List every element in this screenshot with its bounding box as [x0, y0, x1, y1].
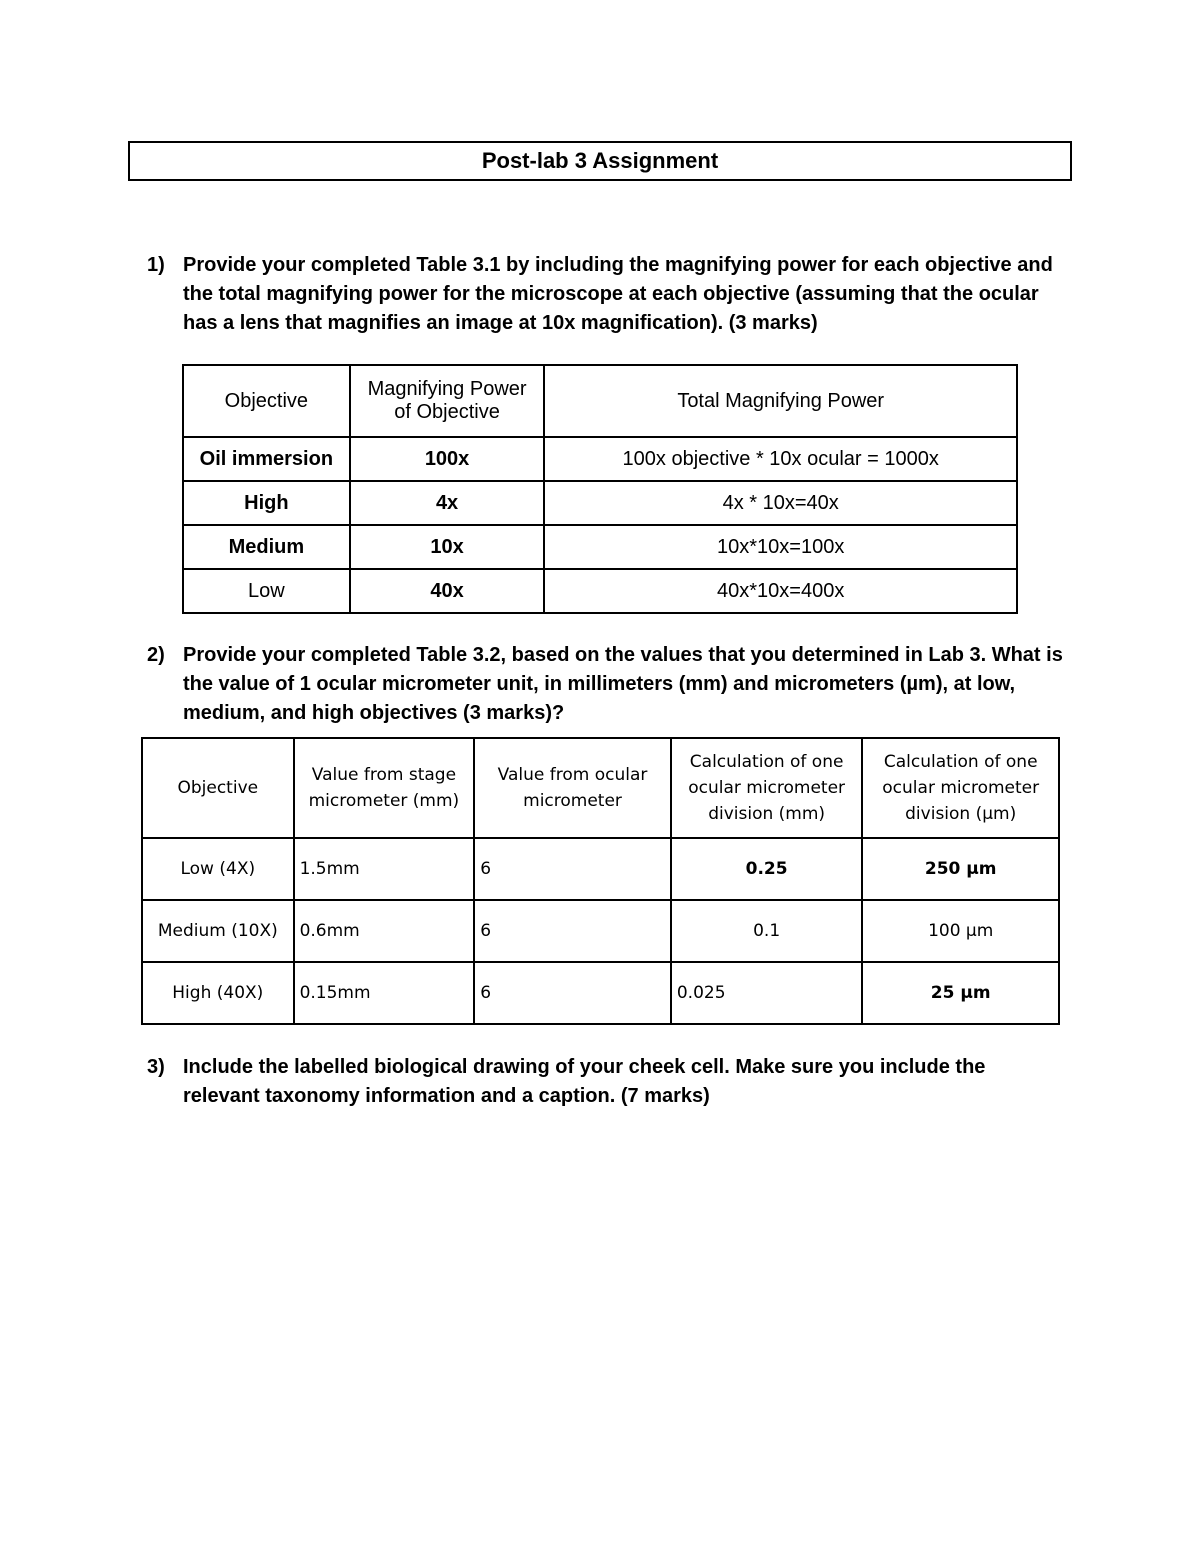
question-text: Provide your completed Table 3.1 by including the magnifying power for each objective and the total magnifying power for the microscope at each objective (assuming that the ocular has a lens that magnifies an image at 10x magnification). (3 marks) — [183, 254, 1053, 334]
table-cell: 25 µm — [862, 962, 1059, 1024]
table-cell: 250 µm — [862, 838, 1059, 900]
table-cell: 0.15mm — [294, 962, 475, 1024]
page-title: Post-lab 3 Assignment — [128, 141, 1072, 181]
table-cell: 4x — [350, 481, 545, 525]
table-header-cell: Total Magnifying Power — [544, 365, 1017, 437]
table-cell: High — [183, 481, 350, 525]
table-cell: Medium — [183, 525, 350, 569]
question-number: 3) — [147, 1056, 165, 1078]
table-header-cell: Calculation of one ocular micrometer division (mm) — [671, 738, 863, 838]
table-header-row — [142, 738, 1059, 838]
table-row — [142, 900, 1059, 962]
table-row — [183, 525, 1017, 569]
table-header-cell: Value from stage micrometer (mm) — [294, 738, 475, 838]
table-cell: 100x — [350, 437, 545, 481]
table-cell: 0.25 — [671, 838, 863, 900]
table-cell: Low (4X) — [142, 838, 294, 900]
table-header-cell: Value from ocular micrometer — [474, 738, 671, 838]
table-cell: 0.6mm — [294, 900, 475, 962]
table-cell: 6 — [474, 962, 671, 1024]
table-row — [183, 481, 1017, 525]
table-cell: 10x — [350, 525, 545, 569]
question-text: Provide your completed Table 3.2, based on the values that you determined in Lab 3. What is the value of 1 ocular micrometer unit, in millimeters (mm) and micrometers (µm), at low, medium, and high objectives (3 marks)? — [183, 644, 1063, 724]
table-header-row — [183, 365, 1017, 437]
table-cell: Medium (10X) — [142, 900, 294, 962]
table-cell: 1.5mm — [294, 838, 475, 900]
table-cell: 40x — [350, 569, 545, 613]
table-cell: 40x*10x=400x — [544, 569, 1017, 613]
table-cell: 10x*10x=100x — [544, 525, 1017, 569]
table-header-cell: Calculation of one ocular micrometer division (µm) — [862, 738, 1059, 838]
question-2 — [147, 641, 1067, 728]
table-cell: 0.1 — [671, 900, 863, 962]
table-cell: 6 — [474, 838, 671, 900]
table-cell: 0.025 — [671, 962, 863, 1024]
table-cell: 100 µm — [862, 900, 1059, 962]
table-row — [183, 437, 1017, 481]
table-header-cell: Objective — [142, 738, 294, 838]
table-header-cell: Objective — [183, 365, 350, 437]
question-number: 1) — [147, 254, 165, 276]
table-cell: Low — [183, 569, 350, 613]
table-cell: 6 — [474, 900, 671, 962]
question-number: 2) — [147, 644, 165, 666]
table-header-cell: Magnifying Power of Objective — [350, 365, 545, 437]
question-1 — [147, 251, 1067, 338]
table-row — [142, 962, 1059, 1024]
micrometer-table — [141, 737, 1060, 1025]
magnification-table — [182, 364, 1018, 614]
table-cell: Oil immersion — [183, 437, 350, 481]
question-3 — [147, 1053, 1067, 1111]
table-cell: 100x objective * 10x ocular = 1000x — [544, 437, 1017, 481]
table-cell: 4x * 10x=40x — [544, 481, 1017, 525]
table-cell: High (40X) — [142, 962, 294, 1024]
question-text: Include the labelled biological drawing of your cheek cell. Make sure you include the relevant taxonomy information and a caption. (7 marks) — [183, 1056, 986, 1107]
table-row — [142, 838, 1059, 900]
table-row — [183, 569, 1017, 613]
